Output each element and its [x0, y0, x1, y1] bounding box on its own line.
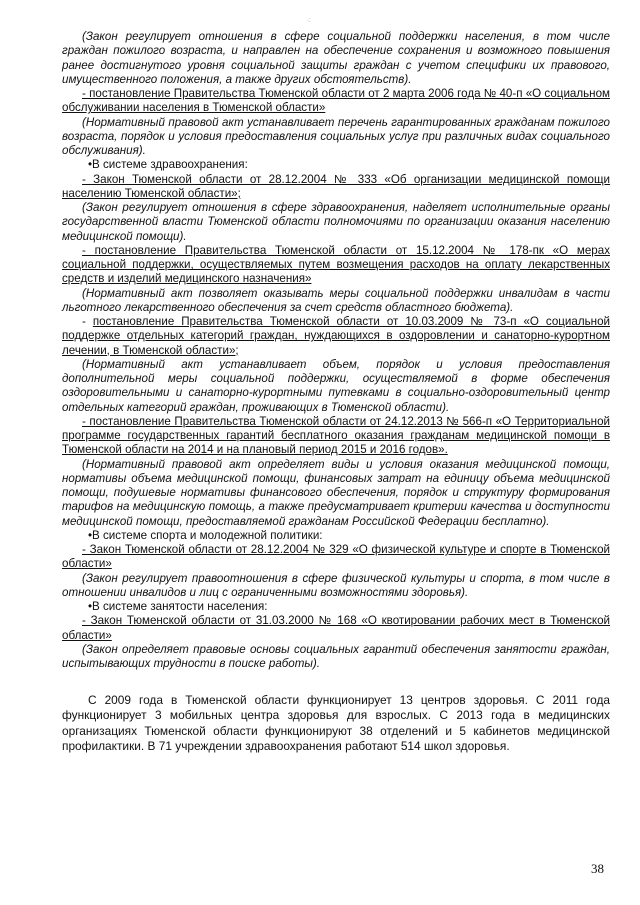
scan-mark: ·: — [307, 18, 311, 24]
section-heading-employment: •В системе занятости населения: — [88, 600, 268, 613]
section-heading-sport: •В системе спорта и молодежной политики: — [88, 528, 323, 542]
paragraph-legal-act-reference — [62, 87, 610, 116]
paragraph-law-commentary: (Нормативный акт позволяет оказывать меры социальной поддержки инвалидам в части льготного лекарственного обеспечения за счет средств областного бюджета). — [62, 286, 610, 314]
legal-act-title: - постановление Правительства Тюменской области от 24.12.2013 № 566-п «О Территориальной программе государственных гарантий бесплатного оказания гражданам медицинской помощи в Тюменской области на 2014 и на плановый период 2015 и 2016 годов». — [62, 414, 610, 457]
section-heading-healthcare: •В системе здравоохранения: — [88, 158, 248, 172]
paragraph-law-commentary: (Нормативный правовой акт определяет виды и условия оказания медицинской помощи, нормативы объема медицинской помощи, финансовых затрат на единицу объема медицинской помощи, подушевые нормативы финансового обеспечения, порядок и структуру формирования тарифов на медицинскую помощь, а также предусматривает критерии качества и доступности медицинской помощи, предоставляемой гражданам Российской Федерации бесплатно). — [62, 457, 610, 528]
paragraph-legal-act-reference — [62, 173, 610, 202]
paragraph-legal-act-reference — [62, 244, 610, 287]
paragraph-legal-act-reference — [62, 614, 610, 643]
legal-act-title: - Закон Тюменской области от 28.12.2004 № 333 «Об организации медицинской помощи населению Тюменской области»; — [62, 172, 610, 200]
paragraph-legal-act-reference — [62, 415, 610, 458]
page-number: 38 — [591, 861, 604, 876]
legal-act-title: - постановление Правительства Тюменской области от 2 марта 2006 года № 40-п «О социальном обслуживании населения в Тюменской области» — [62, 87, 610, 115]
paragraph-law-commentary: (Нормативный акт устанавливает объем, порядок и условия предоставления дополнительной меры социальной поддержки, осуществляемой в форме обеспечения оздоровительными и санаторно-курортными путевками в социально-оздоровительный центр отдельных категорий граждан, проживающих в Тюменской области). — [62, 357, 610, 414]
paragraph-legal-act-reference — [62, 543, 610, 572]
legal-act-title: - Закон Тюменской области от 28.12.2004 № 329 «О физической культуре и спорте в Тюменской области» — [62, 543, 610, 571]
paragraph-law-commentary: (Закон регулирует правоотношения в сфере физической культуры и спорта, в том числе в отношении инвалидов и лиц с ограниченными возможностями здоровья). — [62, 571, 610, 599]
paragraph-law-commentary: (Нормативный правовой акт устанавливает перечень гарантированных гражданам пожилого возраста, порядок и условия предоставления социальных услуг при различных видах социального обслуживания). — [62, 115, 610, 157]
paragraph-law-commentary: (Закон регулирует отношения в сфере социальной поддержки населения, в том числе граждан пожилого возраста, и направлен на обеспечение сохранения и возможного повышения ранее достигнутого уровня социальной защиты граждан с учетом специфики их правового, имущественного положения, а также других обстоятельств). — [62, 30, 610, 86]
paragraph-legal-act-reference: - постановление Правительства Тюменской области от 10.03.2009 № 73-п «О социальной поддержке отдельных категорий граждан, нуждающихся в оздоровлении и санаторно-курортном лечении, в Тюменской области»; — [62, 315, 610, 357]
paragraph-law-commentary: (Закон регулирует отношения в сфере здравоохранения, наделяет исполнительные органы государственной власти Тюменской области полномочиями по организации оказания населению медицинской помощи). — [62, 201, 610, 243]
paragraph-law-commentary: (Закон определяет правовые основы социальных гарантий обеспечения занятости граждан, испытывающих трудности в поиске работы). — [62, 642, 610, 670]
document-body — [62, 30, 610, 754]
legal-act-title: постановление Правительства Тюменской области от 10.03.2009 № 73-п «О социальной поддержке отдельных категорий граждан, нуждающихся в оздоровлении и санаторно-курортном лечении, в Тюменской области»; — [62, 315, 610, 357]
legal-act-title: - Закон Тюменской области от 31.03.2000 № 168 «О квотировании рабочих мест в Тюменской области» — [62, 614, 610, 642]
legal-act-title: - постановление Правительства Тюменской области от 15.12.2004 № 178-пк «О мерах социальной поддержки, осуществляемых путем возмещения расходов на оплату лекарственных средств и изделий медицинского назначения» — [62, 243, 610, 286]
paragraph-health-centers-summary: С 2009 года в Тюменской области функционирует 13 центров здоровья. С 2011 года функционирует 3 мобильных центра здоровья для взрослых. С 2013 года в медицинских организациях Тюменской области функционируют 38 отделений и 5 кабинетов медицинской профилактики. В 71 учреждении здравоохранения работают 514 школ здоровья. — [62, 693, 610, 753]
